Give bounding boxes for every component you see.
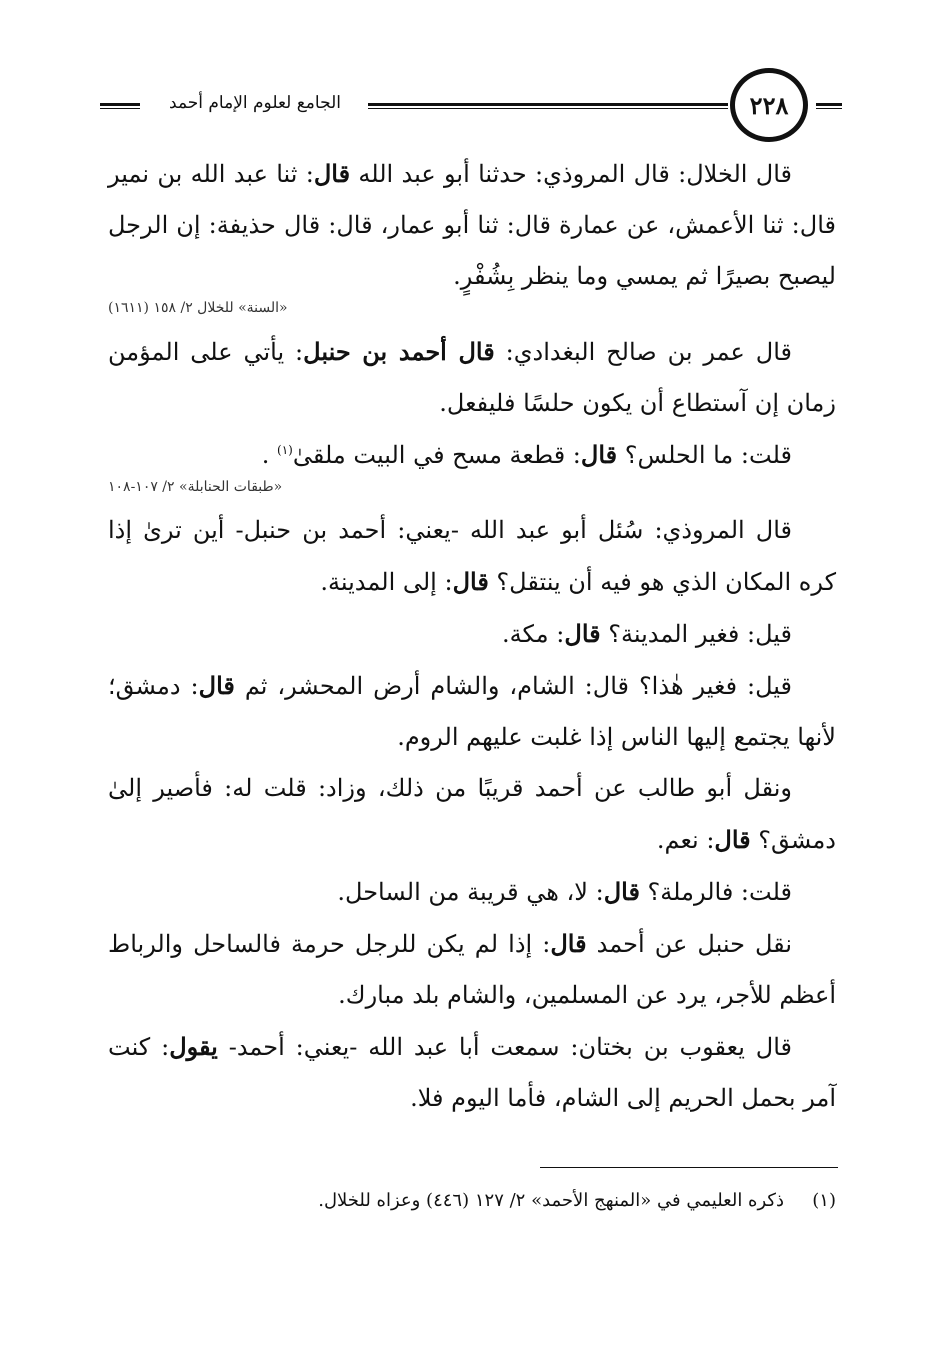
paragraph	[108, 1021, 836, 1124]
paragraph	[108, 918, 836, 1021]
text-run: : ثنا عبد الله بن نمير قال: ثنا الأعمش، عن عمارة قال: ثنا أبو عمار، قال: قال حذيفة: إن الرجل ليصبح بصيرًا ثم يمسي وما ينظر بِشُفْرٍ.	[108, 160, 836, 290]
text-run: قال يعقوب بن بختان: سمعت أبا عبد الله -يعني: أحمد-	[217, 1033, 792, 1061]
text-run: قال المروذي: سُئل أبو عبد الله -يعني: أحمد بن حنبل- أين ترىٰ إذا كره المكان الذي هو فيه أن ينتقل؟	[108, 516, 836, 596]
paragraph	[108, 429, 836, 481]
keyword: يقول	[169, 1032, 218, 1061]
footnote-text: ذكره العليمي في «المنهج الأحمد» ٢/ ١٢٧ (٤٤٦) وعزاه للخلال.	[318, 1190, 784, 1211]
paragraph	[108, 326, 836, 429]
text-run: : إلى المدينة.	[320, 568, 453, 596]
keyword: قال أحمد بن حنبل	[303, 337, 495, 366]
text-run: قلت: ما الحلس؟	[617, 441, 792, 469]
footnote-number: (١)	[812, 1190, 836, 1211]
text-run: : يأتي على المؤمن زمان إن آستطاع أن يكون حلسًا فليفعل.	[108, 338, 836, 417]
paragraph	[108, 608, 836, 660]
paragraph	[108, 866, 836, 918]
keyword: قال	[313, 159, 351, 188]
keyword: قال	[580, 440, 618, 469]
page-header	[100, 58, 840, 148]
text-run: قلت: فالرملة؟	[639, 878, 792, 906]
paragraph	[108, 763, 836, 866]
text-run: : مكة.	[502, 620, 565, 648]
header-rule-middle	[368, 103, 728, 109]
keyword: قال	[452, 567, 489, 596]
keyword: قال	[603, 877, 640, 906]
text-run: : إذا لم يكن للرجل حرمة فالساحل والرباط أعظم للأجر، يرد عن المسلمين، والشام بلد مبارك.	[108, 930, 836, 1009]
footnote-separator	[540, 1167, 838, 1168]
keyword: قال	[564, 619, 601, 648]
text-run: : كنت آمر بحمل الحريم إلى الشام، فأما اليوم فلا.	[108, 1033, 836, 1112]
running-title: الجامع لعلوم الإمام أحمد	[169, 93, 341, 113]
text-run: قيل: فغير المدينة؟	[600, 620, 792, 648]
keyword: قال	[550, 929, 587, 958]
text-run: : دمشق؛ لأنها يجتمع إليها الناس إذا غلبت عليهم الروم.	[108, 672, 836, 751]
text-run: : قطعة مسح في البيت ملقىٰ	[292, 441, 581, 469]
paragraph	[108, 660, 836, 763]
text-run: ونقل أبو طالب عن أحمد قريبًا من ذلك، وزاد: قلت له: فأصير إلىٰ دمشق؟	[108, 774, 836, 854]
citation-text: «السنة» للخلال ٢/ ١٥٨ (١٦١١)	[108, 300, 288, 316]
header-rule-right	[816, 103, 842, 109]
text-run: قال الخلال: قال المروذي: حدثنا أبو عبد الله	[350, 160, 793, 188]
keyword: قال	[714, 825, 751, 854]
paragraph	[108, 505, 836, 608]
text-run: : لا، هي قريبة من الساحل.	[337, 878, 604, 906]
header-rule-left	[100, 103, 140, 109]
page-number: ٢٢٨	[749, 90, 789, 120]
page-number-badge	[730, 68, 808, 142]
text-run: .	[261, 441, 277, 469]
text-run: قال عمر بن صالح البغدادي:	[494, 338, 793, 366]
footnote-item	[108, 1184, 836, 1218]
paragraph	[108, 148, 836, 302]
footnote-reference: (١)	[277, 443, 293, 457]
text-run: نقل حنبل عن أحمد	[586, 930, 792, 958]
text-run: : نعم.	[656, 826, 715, 854]
citation-text: «طبقات الحنابلة» ٢/ ١٠٧-١٠٨	[108, 479, 283, 495]
keyword: قال	[198, 671, 235, 700]
text-run: قيل: فغير هٰذا؟ قال: الشام، والشام أرض المحشر، ثم	[234, 672, 793, 700]
main-text	[108, 148, 836, 1124]
footnotes	[108, 1184, 836, 1218]
